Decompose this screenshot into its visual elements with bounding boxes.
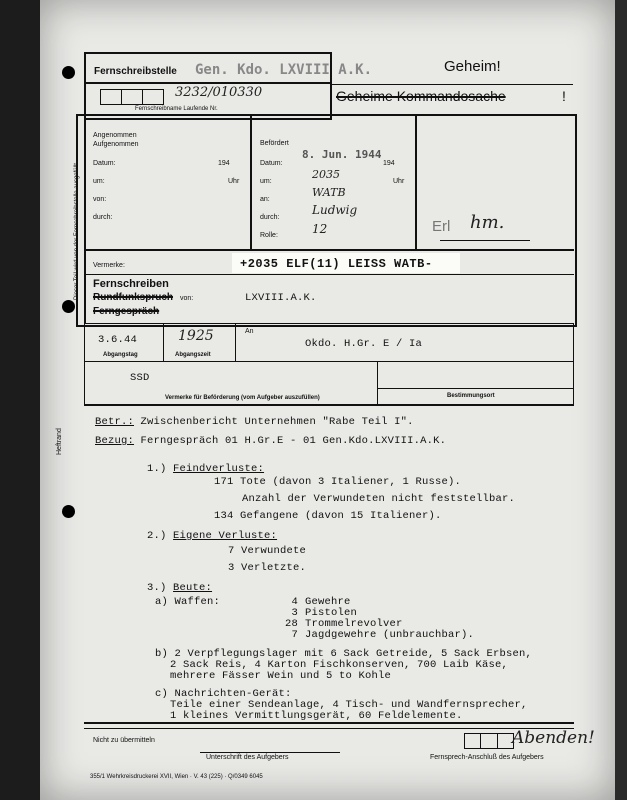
forwarded-rolle-value: 12 xyxy=(312,222,328,236)
weapon-row: 7 xyxy=(291,629,298,641)
vermerke-label: Vermerke: xyxy=(93,262,125,269)
vermerke-value: +2035 ELF(11) LEISS WATB- xyxy=(240,257,433,271)
section2-heading: 2.) Eigene Verluste: xyxy=(147,530,278,542)
received-uhr-label: Uhr xyxy=(228,178,240,185)
erl-signature: hm. xyxy=(470,212,505,233)
signature-caption: Unterschrift des Aufgebers xyxy=(206,754,289,761)
forwarded-an-value: WATB xyxy=(312,186,346,199)
received-von-label: von: xyxy=(93,196,107,203)
forwarded-year: 194 xyxy=(383,160,395,167)
heftrand-label: Heftrand xyxy=(56,428,63,455)
punch-hole-bottom xyxy=(62,505,75,518)
weapon-row: Gewehre xyxy=(305,596,351,608)
weapon-row: Jagdgewehre (unbrauchbar). xyxy=(305,629,475,641)
dispatch-date-caption: Abgangstag xyxy=(103,352,138,358)
side-note-vertical: Dieser Teil wird von der Fernschreibstelle ausgefüllt xyxy=(74,163,80,300)
section2-line2: 3 Verletzte. xyxy=(228,562,307,574)
forwarded-datum-value: 8. Jun. 1944 xyxy=(302,148,382,161)
section1-line3: 134 Gefangene (davon 15 Italiener). xyxy=(214,510,442,522)
punch-hole-top xyxy=(62,66,75,79)
secret-label: Geheim! xyxy=(444,58,501,75)
dispatch-time-caption: Abgangszeit xyxy=(175,352,211,358)
received-year: 194 xyxy=(218,160,230,167)
type-line2: Rundfunkspruch xyxy=(93,292,173,303)
station-stamp: Gen. Kdo. LXVIII A.K. xyxy=(195,62,373,78)
section3c-line3: 1 kleines Vermittlungsgerät, 60 Feldelemente. xyxy=(170,710,463,722)
section1-line2: Anzahl der Verwundeten nicht feststellbar. xyxy=(242,493,516,505)
section3a-label: a) Waffen: xyxy=(155,596,221,608)
betr-line xyxy=(95,416,414,428)
received-um-label: um: xyxy=(93,178,105,185)
received-line2: Aufgenommen xyxy=(93,141,139,148)
phone-caption: Fernsprech-Anschluß des Aufgebers xyxy=(430,754,544,761)
weapon-row: Pistolen xyxy=(305,607,358,619)
type-line1: Fernschreiben xyxy=(93,278,169,290)
dispatch-an-value: Okdo. H.Gr. E / Ia xyxy=(305,338,423,350)
forwarded-um-label: um: xyxy=(260,178,272,185)
scan-dark-margin xyxy=(0,0,40,800)
section3c-line2: Teile einer Sendeanlage, 4 Tisch- und Wandfernsprecher, xyxy=(170,699,528,711)
phone-boxes xyxy=(464,733,514,749)
forwarded-uhr-label: Uhr xyxy=(393,178,405,185)
forwarded-durch-label: durch: xyxy=(260,214,280,221)
section3b-line2: 2 Sack Reis, 4 Karton Fischkonserven, 700 Laib Käse, xyxy=(170,659,509,671)
section3c-line1: c) Nachrichten-Gerät: xyxy=(155,688,292,700)
serial-boxes xyxy=(100,89,164,105)
dispatch-time: 1925 xyxy=(178,328,214,344)
section2-line1: 7 Verwundete xyxy=(228,545,307,557)
received-line1: Angenommen xyxy=(93,132,137,139)
forwarded-datum-label: Datum: xyxy=(260,160,283,167)
dispatch-an-label: An xyxy=(245,328,254,335)
section1-line1: 171 Tote (davon 3 Italiener, 1 Russe). xyxy=(214,476,462,488)
weapon-row: 28 xyxy=(284,618,298,630)
betr-text: Zwischenbericht Unternehmen "Rabe Teil I". xyxy=(140,416,414,428)
type-von-value: LXVIII.A.K. xyxy=(245,292,317,304)
section3-heading: 3.) Beute: xyxy=(147,582,213,594)
station-label: Fernschreibstelle xyxy=(94,66,177,77)
not-transmit-label: Nicht zu übermitteln xyxy=(93,737,155,744)
forwarded-um-value: 2035 xyxy=(312,168,340,181)
bezug-text: Ferngespräch 01 H.Gr.E - 01 Gen.Kdo.LXVIII.A.K. xyxy=(140,435,447,447)
bezug-line xyxy=(95,435,446,447)
weapon-row: 3 xyxy=(291,607,298,619)
received-durch-label: durch: xyxy=(93,214,113,221)
dispatch-ssd: SSD xyxy=(130,372,150,384)
forwarded-durch-value: Ludwig xyxy=(312,203,358,217)
section3-title: Beute: xyxy=(173,582,213,594)
dispatch-date: 3.6.44 xyxy=(98,334,138,346)
print-note: 355/1 Wehrkreisdruckerei XVII, Wien · V. 43 (225) · Q/0349 6045 xyxy=(90,774,263,780)
weapon-row: Trommelrevolver xyxy=(305,618,403,630)
section1-title: Feindverluste: xyxy=(173,463,265,475)
received-datum-label: Datum: xyxy=(93,160,116,167)
section1-heading: 1.) Feindverluste: xyxy=(147,463,265,475)
type-von-label: von: xyxy=(180,295,194,302)
bezug-label: Bezug: xyxy=(95,435,135,447)
forwarded-an-label: an: xyxy=(260,196,270,203)
sender-signature: Abenden! xyxy=(512,728,595,748)
type-line3: Ferngespräch xyxy=(93,306,160,317)
forwarded-rolle-label: Rolle: xyxy=(260,232,278,239)
weapon-row: 4 xyxy=(291,596,298,608)
section3b-line3: mehrere Fässer Wein und 5 to Kohle xyxy=(170,670,392,682)
serial-number: 3232/010330 xyxy=(175,85,263,100)
dispatch-dest-caption: Bestimmungsort xyxy=(447,393,495,399)
erl-label: Erl xyxy=(432,218,451,235)
serial-caption: Fernschreibname Laufende Nr. xyxy=(135,106,218,112)
dispatch-remarks-caption: Vermerke für Beförderung (vom Aufgeber auszufüllen) xyxy=(165,395,320,401)
punch-hole-middle xyxy=(62,300,75,313)
section3b-line1: b) 2 Verpflegungslager mit 6 Sack Getreide, 5 Sack Erbsen, xyxy=(155,648,533,660)
secret-struck-label: Geheime Kommandosache xyxy=(336,88,506,104)
section2-title: Eigene Verluste: xyxy=(173,530,278,542)
forwarded-title: Befördert xyxy=(260,140,289,147)
betr-label: Betr.: xyxy=(95,416,135,428)
